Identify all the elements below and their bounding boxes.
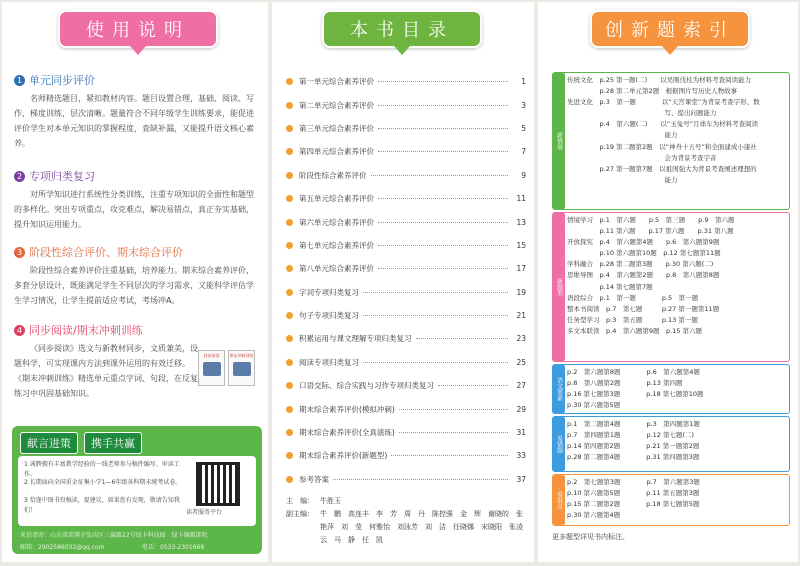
toc-item-page: 27 (516, 381, 526, 391)
toc-item-page: 15 (516, 240, 526, 250)
bullet-icon (286, 125, 293, 132)
bullet-icon (286, 102, 293, 109)
email: 邮箱：2902586032@qq.com (20, 544, 105, 551)
toc-item-page: 23 (516, 334, 526, 344)
index-row: p.7 第四题第1题 p.12 第七题(二) (567, 431, 695, 440)
index-row: 思维导图 p.4 第六题第2题 p.8 第八题第8题 (567, 271, 720, 280)
index-row: 开放探究 p.4 第六题第4题 p.6 第六题第9题 (567, 238, 720, 247)
promo-tag: 携手共赢 (84, 432, 142, 454)
toc-item[interactable] (286, 281, 526, 304)
index-row: 能力 (567, 131, 678, 140)
toc-item-label: 期末综合素养评价(新题型) (299, 451, 388, 461)
index-row: p.28 第二单元第2题 根据图片写历史人物故事 (567, 87, 738, 96)
usage-title: 使用说明 (58, 10, 218, 48)
toc-item-page: 37 (516, 474, 526, 484)
toc-item[interactable] (286, 468, 526, 491)
index-title: 创新题索引 (590, 10, 750, 48)
book-cover: 期末冲刺训练 (228, 350, 255, 386)
qr-code-icon[interactable] (196, 462, 240, 506)
index-row: p.1 第二题第4题 p.3 第四题第1题 (567, 420, 700, 428)
toc-item[interactable] (286, 304, 526, 327)
section-number: 1 (14, 75, 25, 86)
deputy-names: 牛 鹏 高连丰 李 芳 周 丹 陈控强 金 辉 谢晓皎 张艳萍 刘 莹 何雅怡 刘泳芳 刘 洁 任晓娜 宋晓阳 张凌云 马 静 任 凯 (320, 510, 523, 544)
bullet-icon (286, 148, 293, 155)
toc-item[interactable] (286, 70, 526, 93)
toc-item-page: 33 (516, 451, 526, 461)
index-row: 传统文化 p.25 第一题(二) 以吴刚伐桂为材料考查阅读能力 (567, 76, 752, 84)
leader-dots (378, 81, 508, 82)
editors (286, 495, 526, 547)
toc-item-label: 第七单元综合素养评价 (299, 240, 374, 250)
section-text: 《同步阅读》选文与新教材同步，文质兼美，设题科学，可实现课内方法到课外运用的有效迁移。《期末冲刺训练》精选单元重点字词、句段，在反复练习中巩固基础知识。 (14, 344, 198, 398)
toc-item-label: 阶段性综合素养评价 (299, 170, 367, 180)
section-number: 4 (14, 325, 25, 336)
index-row: p.14 第七题第7题 (567, 282, 653, 291)
leader-dots (416, 338, 509, 339)
toc-item-label: 第三单元综合素养评价 (299, 123, 374, 133)
section-text: 对所学知识进行系统性分类训练，注重专项知识的全面性和题型的多样化。突出专项重点，攻克难点，解决易错点，真正夯实基础，提升知识运用能力。 (14, 190, 254, 229)
index-row: 先进文化 p.3 第一题 以“天宫课堂”为背景考查字形、数 (567, 98, 760, 107)
leader-dots (378, 105, 508, 106)
phone: 电话：0533-2301668 (142, 544, 205, 551)
toc-item-page: 9 (521, 170, 526, 180)
index-row: p.14 第四题第2题 p.21 第一题第2题 (567, 442, 700, 451)
index-row: p.16 第七题第3题 p.18 第七题第10题 (567, 390, 704, 399)
promo-line: 1 诚聘拥有丰富教学经验的一线老师参与稿件编写、审读工作。 (24, 461, 180, 478)
toc-item[interactable] (286, 351, 526, 374)
bullet-icon (286, 242, 293, 249)
leader-dots (399, 409, 508, 410)
leader-dots (378, 198, 508, 199)
index-row: p.2 第七题第3题 p.7 第六题第3题 (567, 478, 700, 486)
section-title: 阶段性综合评价、期末综合评价 (29, 246, 183, 259)
index-group (552, 72, 790, 210)
leader-dots (399, 432, 508, 433)
index-row: 语段综合 p.1 第一题 p.5 第一题 (567, 293, 699, 302)
toc-item[interactable] (286, 93, 526, 116)
editor-name: 牛胜玉 (320, 497, 341, 505)
index-row: p.15 第二题第2题 p.18 第七题第5题 (567, 500, 700, 509)
index-row: p.19 第二题第2题 以“神舟十五号”和全面建成小康社 (567, 142, 757, 151)
toc-item[interactable] (286, 234, 526, 257)
index-row: p.27 第一题第7题 以祖国强大为背景考查阐述理想的 (567, 164, 757, 173)
qr-label: 读者服务平台 (186, 509, 223, 516)
toc-item[interactable] (286, 187, 526, 210)
toc-item-label: 第二单元综合素养评价 (299, 100, 374, 110)
section-text: 阶段性综合素养评价注重基础，培养能力。期末综合素养评价，多套分层设计，既能满足学生不同层次的学习需求，又能科学评估学生学习情况，让学生提前适应考试，考场冲A。 (14, 266, 254, 305)
promo-content (18, 456, 256, 526)
book-covers (198, 348, 256, 388)
index-row: 能力 (567, 175, 678, 184)
bullet-icon (286, 335, 293, 342)
promo-line: 3 恰逢中图书投稿读，提建议，如果您有发现，敬请告知我们！ (24, 497, 180, 514)
toc-item-page: 31 (516, 428, 526, 438)
leader-dots (378, 151, 508, 152)
toc-item[interactable] (286, 257, 526, 280)
toc-item[interactable] (286, 210, 526, 233)
toc-item[interactable] (286, 117, 526, 140)
toc-list (286, 70, 526, 491)
leader-dots (378, 128, 508, 129)
toc-item-page: 19 (516, 287, 526, 297)
book-cover: 同步阅读 (198, 350, 225, 386)
toc-item-label: 口语交际、综合实践与习作专项归类复习 (299, 381, 434, 391)
index-row: p.4 第六题(二) 以“玉兔号”月球车为材料考查阅读 (567, 120, 759, 129)
address: 来信请寄：山东省淄博市张店区三赢路22号绿卡科技园 绿卡编辑部收 (20, 532, 208, 539)
index-row: p.10 第六题第5题 p.11 第五题第3题 (567, 489, 700, 498)
leader-dots (391, 455, 508, 456)
promo-box (12, 426, 262, 554)
usage-section-3 (14, 244, 260, 308)
index-group-tab: 新情境 (553, 73, 565, 209)
toc-item-page: 11 (516, 194, 526, 204)
toc-item[interactable] (286, 397, 526, 420)
toc-item-page: 3 (521, 100, 526, 110)
index-panel (538, 2, 798, 562)
bullet-icon (286, 78, 293, 85)
bullet-icon (286, 172, 293, 179)
promo-line: 2 长期面向全国重金征集小学1—6年级各科期末统考试卷。 (24, 479, 182, 486)
bullet-icon (286, 359, 293, 366)
cover-image-icon (233, 362, 251, 376)
toc-title: 本书目录 (322, 10, 482, 48)
toc-item-page: 21 (516, 311, 526, 321)
bullet-icon (286, 265, 293, 272)
bullet-icon (286, 452, 293, 459)
cover-image-icon (203, 362, 221, 376)
leader-dots (363, 315, 508, 316)
leader-dots (378, 222, 508, 223)
toc-item[interactable] (286, 164, 526, 187)
toc-item-page: 25 (516, 357, 526, 367)
toc-item[interactable] (286, 444, 526, 467)
index-row: p.30 第六题第4题 (567, 511, 621, 520)
bullet-icon (286, 476, 293, 483)
bullet-icon (286, 289, 293, 296)
section-number: 2 (14, 171, 25, 182)
leader-dots (363, 362, 508, 363)
leader-dots (363, 292, 508, 293)
index-row: p.10 第六题第10题 p.12 第七题第11题 (567, 249, 721, 258)
index-group (552, 474, 790, 526)
index-group (552, 364, 790, 414)
usage-section-2 (14, 168, 260, 232)
toc-item-label: 期末综合素养评价(全真演练) (299, 428, 395, 438)
leader-dots (378, 268, 508, 269)
toc-item-label: 第八单元综合素养评价 (299, 264, 374, 274)
index-row: 多文本联读 p.4 第六题第9题 p.15 第六题 (567, 326, 702, 335)
toc-item-page: 5 (521, 123, 526, 133)
index-row: p.2 第六题第8题 p.6 第六题第4题 (567, 368, 700, 376)
index-group-tab: 易混点 (553, 475, 565, 525)
toc-item-label: 参考答案 (299, 474, 329, 484)
leader-dots (438, 385, 508, 386)
leader-dots (333, 479, 508, 480)
toc-item-label: 句子专项归类复习 (299, 311, 359, 321)
usage-panel (2, 2, 268, 562)
toc-item-label: 积累运用与课文理解专项归类复习 (299, 334, 412, 344)
section-text: 名师精选题目，紧扣教材内容。题目设置合理，基础、阅读、写作，梯度训练，层次清晰。题量符合不同年级学生训练要求，能促进评价学生对本单元知识的掌握程度，查缺补漏，又能提升语文核心素养。 (14, 94, 254, 148)
promo-tag: 献言进策 (20, 432, 78, 454)
index-group (552, 416, 790, 472)
index-group-tab: 新题型 (553, 213, 565, 361)
index-row: 学科融合 p.28 第二题第3题 p.30 第六题(二) (567, 260, 714, 269)
bullet-icon (286, 382, 293, 389)
index-group (552, 212, 790, 362)
bullet-icon (286, 429, 293, 436)
index-row: 任务型学习 p.3 第五题 p.13 第一题 (567, 315, 698, 324)
bullet-icon (286, 219, 293, 226)
index-row: p.28 第二题第4题 p.31 第四题第3题 (567, 453, 700, 462)
toc-item-label: 第六单元综合素养评价 (299, 217, 374, 227)
toc-item-label: 第四单元综合素养评价 (299, 147, 374, 157)
index-row: 会为背景考查字音 (567, 153, 717, 162)
toc-item[interactable] (286, 374, 526, 397)
toc-item[interactable] (286, 140, 526, 163)
toc-item-label: 期末综合素养评价(模拟冲刺) (299, 404, 395, 414)
toc-item-page: 17 (516, 264, 526, 274)
index-row: 写、提出问题能力 (567, 109, 717, 118)
usage-section-4 (14, 322, 198, 401)
index-row: p.11 第六题 p.17 第六题 p.31 第八题 (567, 227, 734, 236)
toc-item-page: 29 (516, 404, 526, 414)
section-title: 专项归类复习 (29, 170, 95, 183)
toc-item-page: 1 (521, 77, 526, 87)
index-row: p.8 第八题第2题 p.13 第四题 (567, 379, 683, 388)
bullet-icon (286, 312, 293, 319)
index-row: 情境学习 p.1 第六题 p.5 第三题 p.9 第六题 (567, 216, 735, 224)
index-group-tab: 语文要素 (553, 365, 565, 413)
toc-item-page: 7 (521, 147, 526, 157)
leader-dots (378, 245, 508, 246)
section-title: 单元同步评价 (29, 74, 95, 87)
toc-item[interactable] (286, 327, 526, 350)
toc-panel (272, 2, 534, 562)
section-title: 同步阅读/期末冲刺训练 (29, 324, 143, 337)
bullet-icon (286, 406, 293, 413)
editor-label: 主 编： (286, 497, 314, 505)
toc-item-label: 第五单元综合素养评价 (299, 194, 374, 204)
toc-item-label: 第一单元综合素养评价 (299, 77, 374, 87)
toc-item-label: 阅读专项归类复习 (299, 357, 359, 367)
toc-item-label: 字词专项归类复习 (299, 287, 359, 297)
index-footnote: 更多题型详见书内标注。 (552, 533, 629, 541)
toc-item-page: 13 (516, 217, 526, 227)
deputy-label: 副主编： (286, 510, 314, 518)
leader-dots (371, 175, 509, 176)
bullet-icon (286, 195, 293, 202)
toc-item[interactable] (286, 421, 526, 444)
section-number: 3 (14, 247, 25, 258)
index-row: 整本书阅读 p.7 第七题 p.27 第一题第11题 (567, 304, 720, 313)
index-group-tab: 易错题 (553, 417, 565, 471)
index-row: p.30 第六题第5题 (567, 401, 621, 410)
usage-section-1 (14, 72, 260, 151)
